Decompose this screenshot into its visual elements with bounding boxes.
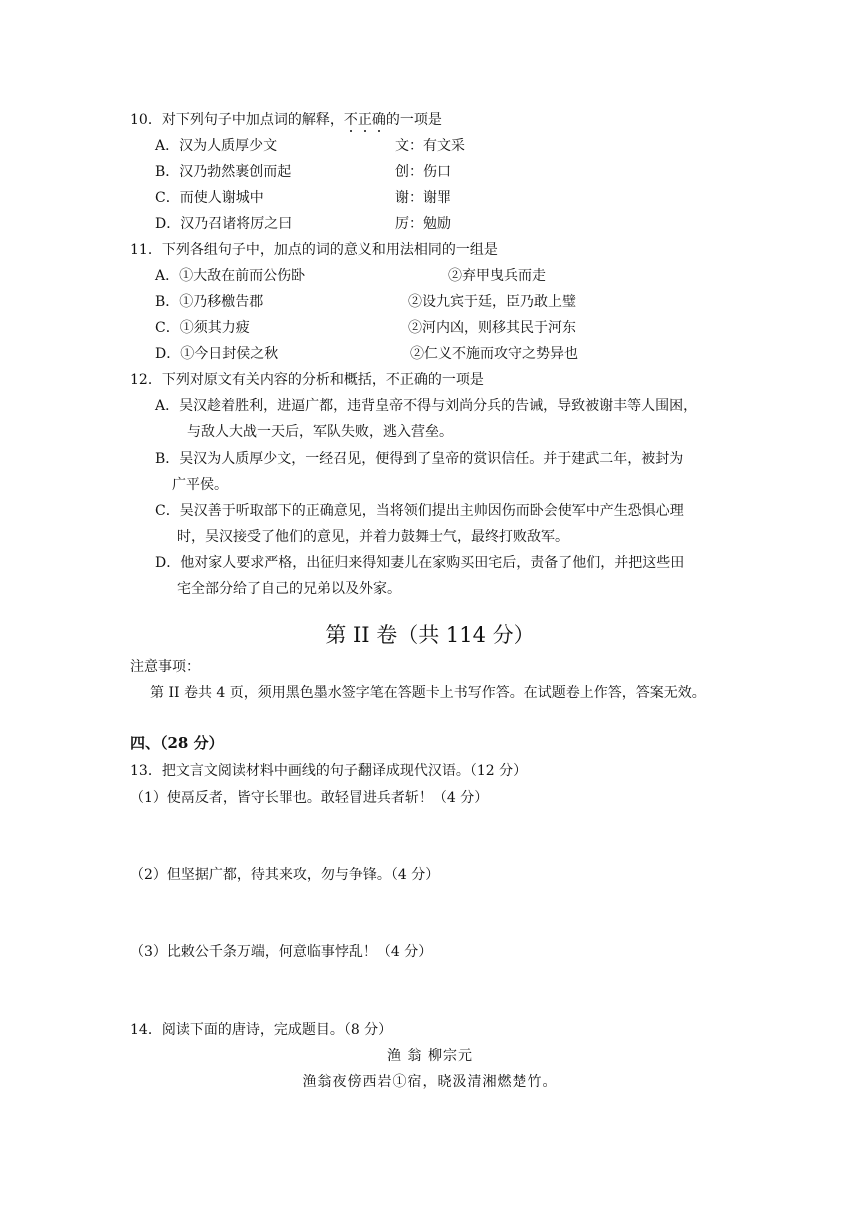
q10-option-a-gloss: 文：有文采 [395,138,465,154]
q11-option-c-second: ②河内凶，则移其民于河东 [408,320,576,336]
q13-item-2: （2）但坚据广都，待其来攻，勿与争锋。（4 分） [130,867,440,883]
poem-line-1: 渔翁夜傍西岩①宿，晓汲清湘燃楚竹。 [302,1074,558,1090]
q12-option-a-line1: A．吴汉趁着胜利，进逼广都，违背皇帝不得与刘尚分兵的告诫，导致被谢丰等人围困， [155,398,698,414]
q13-item-1: （1）使鬲反者，皆守长罪也。敢轻冒进兵者斩！（4 分） [130,790,489,806]
q12-option-d-line1: D．他对家人要求严格，出征归来得知妻儿在家购买田宅后，责备了他们，并把这些田 [155,555,685,571]
q12-option-c-line2: 时，吴汉接受了他们的意见，并着力鼓舞士气，最终打败敌军。 [177,529,569,545]
q10-option-d: D．汉乃召诸将厉之曰 [155,216,293,232]
q10-option-c-gloss: 谢：谢罪 [395,190,451,206]
q11-option-d-first: D．①今日封侯之秋 [155,346,279,362]
q10-dotted-char-2: 正 [357,112,372,128]
q12-option-d-line2: 宅全部分给了自己的兄弟以及外家。 [177,581,401,597]
q11-option-d-second: ②仁义不施而攻守之势异也 [410,346,578,362]
q10-stem-suffix: 的一项是 [385,112,442,128]
notice-label: 注意事项： [130,659,200,675]
q12-stem: 12．下列对原文有关内容的分析和概括，不正确的一项是 [130,372,484,388]
q12-option-b-line2: 广平侯。 [172,477,228,493]
q11-option-c-first: C．①须其力疲 [155,320,250,336]
q10-dotted-char-3: 确 [371,112,386,128]
q11-option-b-first: B．①乃移檄告郡 [155,294,264,310]
q10-option-c: C．而使人谢城中 [155,190,264,206]
q10-option-b-gloss: 创：伤口 [395,164,451,180]
q10-stem-prefix: 10．对下列句子中加点词的解释， [130,112,344,128]
section4-heading: 四、（28 分） [130,734,224,752]
q11-option-a-second: ②弃甲曳兵而走 [448,268,546,284]
q12-option-b-line1: B．吴汉为人质厚少文，一经召见，便得到了皇帝的赏识信任。并于建武二年，被封为 [155,451,684,467]
q10-stem [130,111,442,129]
part2-title: 第 II 卷（共 114 分） [325,623,535,647]
q11-option-b-second: ②设九宾于廷，臣乃敢上璧 [408,294,576,310]
poem-title: 渔 翁 柳宗元 [387,1048,473,1064]
q12-option-c-line1: C．吴汉善于听取部下的正确意见，当将领们提出主帅因伤而卧会使军中产生恐惧心理 [155,503,684,519]
q13-stem: 13．把文言文阅读材料中画线的句子翻译成现代汉语。（12 分） [130,763,528,779]
q13-item-3: （3）比敕公千条万端，何意临事悖乱！（4 分） [130,944,433,960]
q14-stem: 14．阅读下面的唐诗，完成题目。（8 分） [130,1022,393,1038]
q10-option-b: B．汉乃勃然裹创而起 [155,164,292,180]
q12-option-a-line2: 与敌人大战一天后，军队失败，逃入营垒。 [187,424,453,440]
notice-text: 第 II 卷共 4 页，须用黑色墨水签字笔在答题卡上书写作答。在试题卷上作答，答案无效。 [150,685,706,701]
q11-stem: 11．下列各组句子中，加点的词的意义和用法相同的一组是 [130,242,498,258]
q10-option-a: A．汉为人质厚少文 [155,138,278,154]
q11-option-a-first: A．①大敌在前而公伤卧 [155,268,306,284]
q10-option-d-gloss: 厉：勉励 [395,216,451,232]
q10-dotted-char-1: 不 [343,112,358,128]
